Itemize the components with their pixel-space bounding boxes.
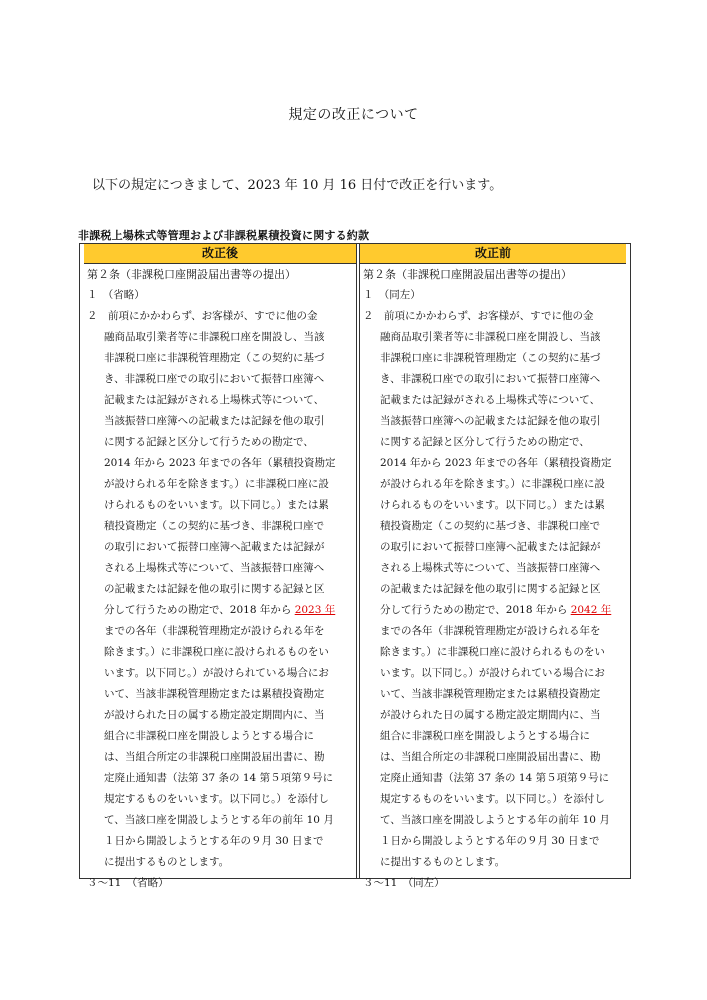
amended-year-after: 2023 年 bbox=[294, 604, 336, 616]
body-line: が設けられた日の属する勘定設定期間内に、当 bbox=[104, 709, 325, 721]
before-body-2 bbox=[360, 621, 626, 873]
body-line: 2014 年から 2023 年までの各年（累積投資勘定 bbox=[104, 457, 336, 469]
changed-line-pre: 分して行うための勘定で、2018 年から bbox=[380, 604, 571, 616]
body-line: １日から開設しようとする年の９月 30 日まで bbox=[104, 835, 324, 847]
body-line: 記載または記録がされる上場株式等について、 bbox=[104, 394, 325, 406]
changed-line-before bbox=[360, 600, 626, 621]
body-line: までの各年（非課税管理勘定が設けられる年を bbox=[104, 625, 325, 637]
intro-text: 以下の規定につきまして、2023 年 10 月 16 日付で改正を行います。 bbox=[92, 178, 503, 193]
body-line: ２ 前項にかかわらず、お客様が、すでに他の金 bbox=[363, 310, 594, 322]
body-line: が設けられる年を除きます。）に非課税口座に設 bbox=[104, 478, 329, 490]
body-line: に関する記録と区分して行うための勘定で、 bbox=[380, 436, 590, 448]
body-line: が設けられた日の属する勘定設定期間内に、当 bbox=[380, 709, 601, 721]
body-line: き、非課税口座での取引において振替口座簿へ bbox=[104, 373, 325, 385]
body-line: 非課税口座に非課税管理勘定（この契約に基づ bbox=[380, 352, 601, 364]
body-line: 融商品取引業者等に非課税口座を開設し、当該 bbox=[104, 331, 325, 343]
section-title: 非課税上場株式等管理および非課税累積投資に関する約款 bbox=[78, 229, 370, 242]
body-line: 規定するものをいいます。以下同じ。）を添付し bbox=[104, 793, 329, 805]
body-line: て、当該口座を開設しようとする年の前年 10 月 bbox=[380, 814, 610, 826]
body-line: けられるものをいいます。以下同じ。）または累 bbox=[104, 499, 329, 511]
after-column bbox=[84, 244, 357, 889]
body-line: いて、当該非課税管理勘定または累積投資勘定 bbox=[104, 688, 325, 700]
before-column bbox=[359, 244, 626, 889]
body-line: される上場株式等について、当該振替口座簿へ bbox=[380, 562, 601, 574]
amended-year-before: 2042 年 bbox=[570, 604, 612, 616]
before-header: 改正前 bbox=[360, 244, 626, 264]
body-line: 定廃止通知書（法第 37 条の 14 第５項第９号に bbox=[104, 772, 334, 784]
body-line: 組合に非課税口座を開設しようとする場合に bbox=[104, 730, 314, 742]
body-line: て、当該口座を開設しようとする年の前年 10 月 bbox=[104, 814, 334, 826]
after-body bbox=[84, 306, 356, 600]
body-line: １日から開設しようとする年の９月 30 日まで bbox=[380, 835, 600, 847]
article-heading-before: 第２条（非課税口座開設届出書等の提出） bbox=[363, 268, 572, 281]
changed-line-after bbox=[84, 600, 356, 621]
body-line: 2014 年から 2023 年までの各年（累積投資勘定 bbox=[380, 457, 612, 469]
comparison-table bbox=[79, 243, 631, 889]
body-line: 積投資勘定（この契約に基づき、非課税口座で bbox=[104, 520, 325, 532]
body-line: 当該振替口座簿への記載または記録を他の取引 bbox=[104, 415, 325, 427]
body-line: の取引において振替口座簿へ記載または記録が bbox=[380, 541, 601, 553]
body-line: は、当組合所定の非課税口座開設届出書に、勘 bbox=[104, 751, 325, 763]
body-line: までの各年（非課税管理勘定が設けられる年を bbox=[380, 625, 601, 637]
body-line: います。以下同じ。）が設けられている場合にお bbox=[380, 667, 605, 679]
item1-after: １ （省略） bbox=[87, 289, 145, 301]
body-line: 融商品取引業者等に非課税口座を開設し、当該 bbox=[380, 331, 601, 343]
page-title: 規定の改正について bbox=[288, 107, 419, 123]
article-heading-after: 第２条（非課税口座開設届出書等の提出） bbox=[87, 268, 296, 281]
body-line: に提出するものとします。 bbox=[380, 856, 506, 868]
item1-before: １ （同左） bbox=[363, 289, 421, 301]
body-line: います。以下同じ。）が設けられている場合にお bbox=[104, 667, 329, 679]
body-line: に提出するものとします。 bbox=[104, 856, 230, 868]
before-body bbox=[360, 306, 626, 600]
body-line: の記載または記録を他の取引に関する記録と区 bbox=[380, 583, 601, 595]
item3-before: ３～11 （同左） bbox=[363, 877, 445, 889]
body-line: 組合に非課税口座を開設しようとする場合に bbox=[380, 730, 590, 742]
body-line: が設けられる年を除きます。）に非課税口座に設 bbox=[380, 478, 605, 490]
after-body-2 bbox=[84, 621, 356, 873]
body-line: の取引において振替口座簿へ記載または記録が bbox=[104, 541, 325, 553]
body-line: ２ 前項にかかわらず、お客様が、すでに他の金 bbox=[87, 310, 318, 322]
body-line: 規定するものをいいます。以下同じ。）を添付し bbox=[380, 793, 605, 805]
body-line: き、非課税口座での取引において振替口座簿へ bbox=[380, 373, 601, 385]
body-line: 定廃止通知書（法第 37 条の 14 第５項第９号に bbox=[380, 772, 610, 784]
body-line: けられるものをいいます。以下同じ。）または累 bbox=[380, 499, 605, 511]
body-line: は、当組合所定の非課税口座開設届出書に、勘 bbox=[380, 751, 601, 763]
body-line: の記載または記録を他の取引に関する記録と区 bbox=[104, 583, 325, 595]
body-line: 除きます。）に非課税口座に設けられるものをい bbox=[104, 646, 329, 658]
body-line: 積投資勘定（この契約に基づき、非課税口座で bbox=[380, 520, 601, 532]
body-line: に関する記録と区分して行うための勘定で、 bbox=[104, 436, 314, 448]
changed-line-pre: 分して行うための勘定で、2018 年から bbox=[104, 604, 295, 616]
body-line: される上場株式等について、当該振替口座簿へ bbox=[104, 562, 325, 574]
body-line: 非課税口座に非課税管理勘定（この契約に基づ bbox=[104, 352, 325, 364]
body-line: 記載または記録がされる上場株式等について、 bbox=[380, 394, 601, 406]
body-line: 除きます。）に非課税口座に設けられるものをい bbox=[380, 646, 605, 658]
after-header: 改正後 bbox=[84, 244, 356, 264]
body-line: 当該振替口座簿への記載または記録を他の取引 bbox=[380, 415, 601, 427]
item3-after: ３～11 （省略） bbox=[87, 877, 169, 889]
body-line: いて、当該非課税管理勘定または累積投資勘定 bbox=[380, 688, 601, 700]
